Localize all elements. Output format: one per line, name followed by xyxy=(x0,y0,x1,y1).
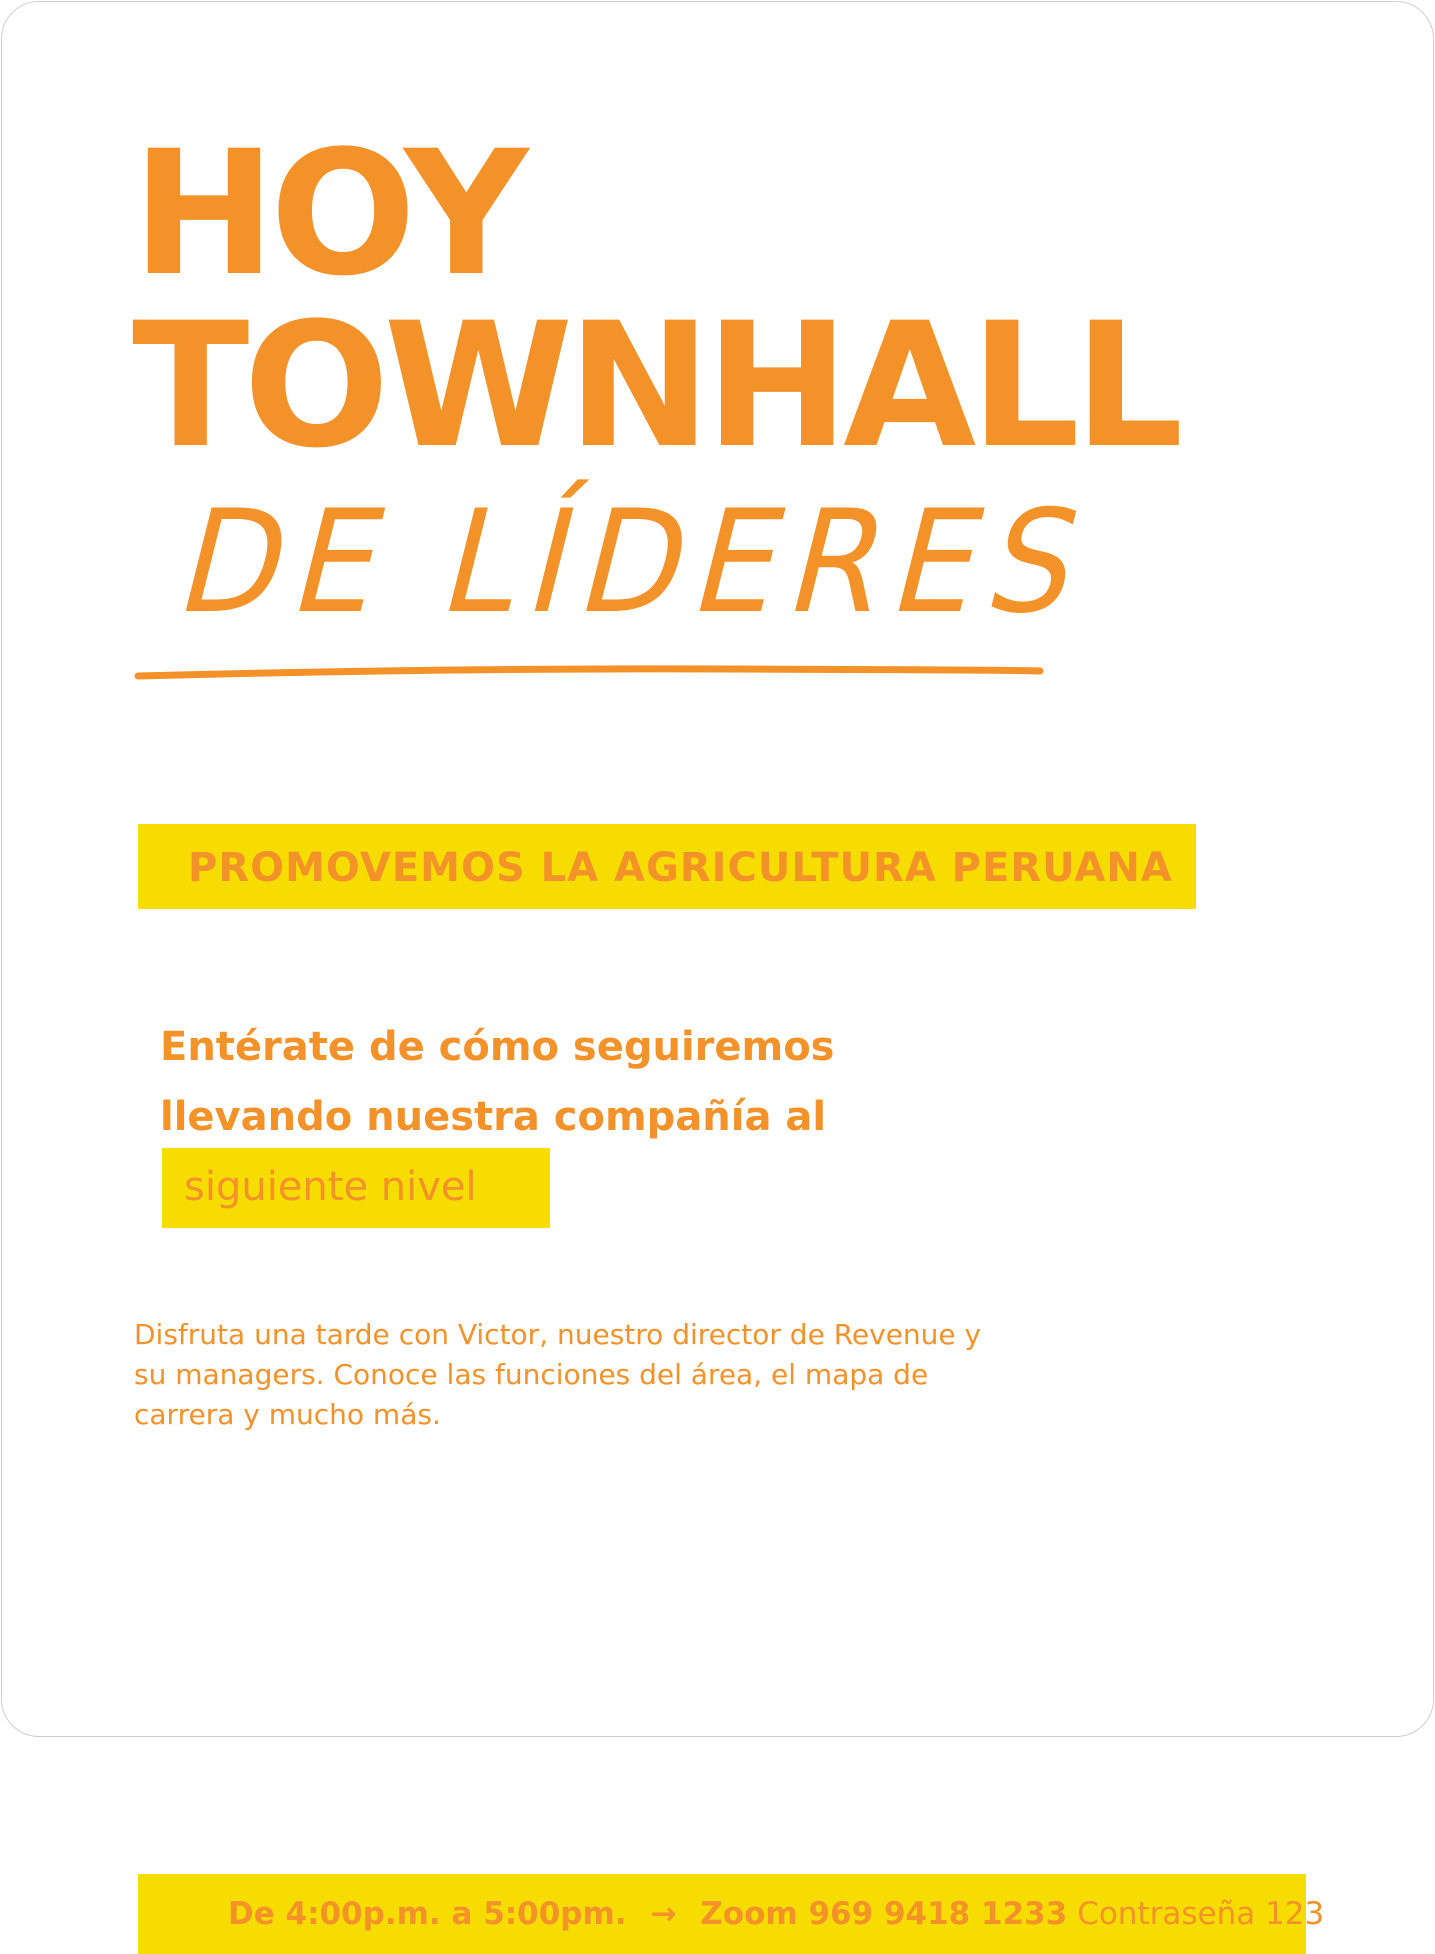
promo-banner-text: PROMOVEMOS LA AGRICULTURA PERUANA xyxy=(188,845,1173,891)
heading-townhall: TOWNHALL xyxy=(132,285,1178,486)
heading-hoy: HOY xyxy=(132,113,523,314)
schedule-password: Contraseña 123 xyxy=(1077,1896,1325,1932)
schedule-zoom: Zoom 969 9418 1233 xyxy=(700,1896,1068,1932)
schedule-time: De 4:00p.m. a 5:00pm. xyxy=(228,1896,627,1932)
poster-frame xyxy=(1,1,1434,1932)
script-title-wrapper xyxy=(144,472,1128,687)
title-underline xyxy=(134,659,1046,689)
subheading-line-2: llevando nuestra compañía al xyxy=(160,1094,827,1140)
arrow-right-icon: → xyxy=(650,1896,677,1932)
heading-de-lideres: DE LÍDERES xyxy=(164,480,1110,645)
subheading-highlight: siguiente nivel xyxy=(184,1164,477,1210)
subheading-line-1: Entérate de cómo seguiremos xyxy=(160,1024,835,1070)
schedule-line xyxy=(228,1896,1324,1932)
description-text: Disfruta una tarde con Victor, nuestro director de Revenue y su managers. Conoce las funciones del área, el mapa de carrera y mucho más. xyxy=(134,1318,982,1431)
